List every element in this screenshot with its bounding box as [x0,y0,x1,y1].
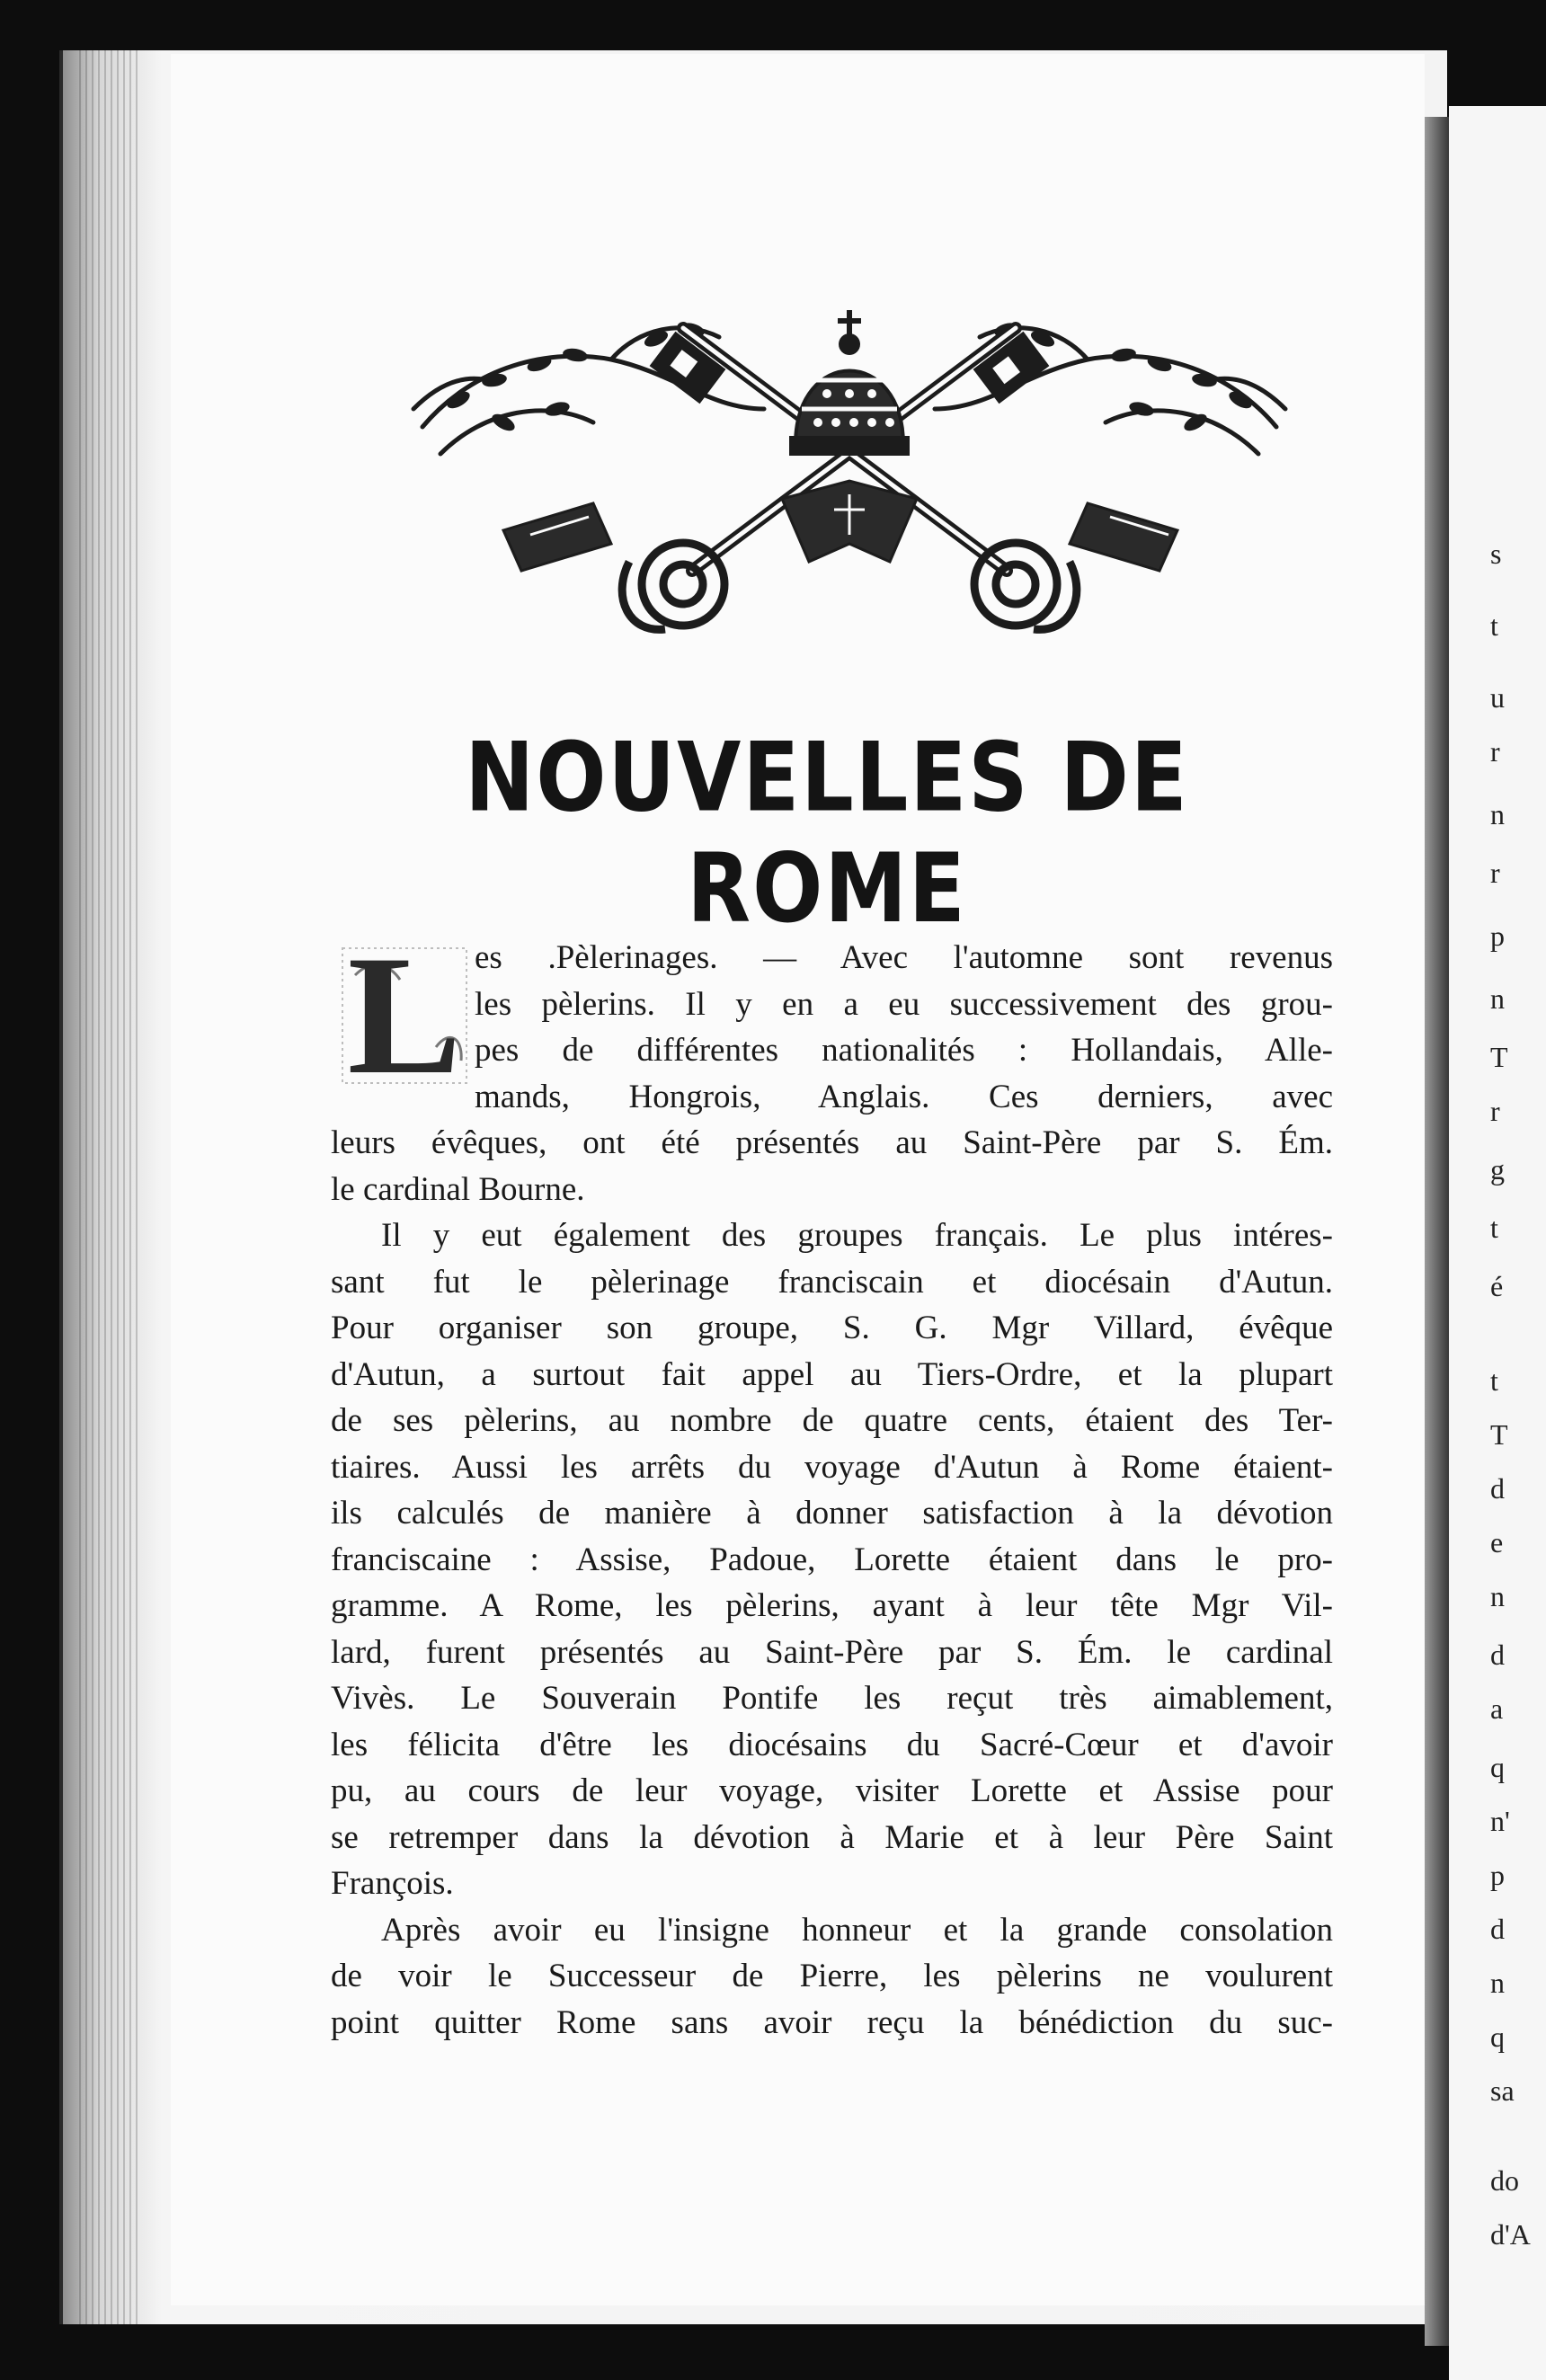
next-page-fragment: p [1490,919,1505,952]
text-line: François. [331,1865,454,1902]
next-page-fragment: a [1490,1692,1504,1725]
text-line: Pour organiser son groupe, S. G. Mgr Villard, évêque [331,1310,1333,1346]
next-page-fragment: n [1490,798,1505,830]
next-page-fragment: n [1490,1967,1505,1999]
text-line: point quitter Rome sans avoir reçu la bénédiction du suc- [331,2003,1333,2041]
text-line: pu, au cours de leur voyage, visiter Lorette et Assise pour [331,1772,1333,1809]
text-line: tiaires. Aussi les arrêts du voyage d'Autun à Rome étaient- [331,1448,1333,1486]
text-line: franciscaine : Assise, Padoue, Lorette étaient dans le pro- [331,1541,1333,1578]
next-page-fragment: d'A [1490,2218,1531,2251]
book-gutter [1425,117,1452,2346]
text-line: les félicita d'être les diocésains du Sacré-Cœur et d'avoir [331,1726,1333,1763]
next-page-fragment: q [1490,2020,1505,2053]
text-line: les pèlerins. Il y en a eu successivement des grou- [475,985,1333,1023]
page-title: NOUVELLES DE ROME [465,722,1189,945]
text-line: leurs évêques, ont été présentés au Saint-Père par S. Ém. [331,1124,1333,1161]
next-page-fragment: s [1490,537,1502,570]
text-line: de voir le Successeur de Pierre, les pèlerins ne voulurent [331,1958,1333,1994]
text-line: de ses pèlerins, au nombre de quatre cents, étaient des Ter- [331,1402,1333,1439]
drop-cap-letter: L [347,921,462,1110]
next-page-fragment: t [1490,1212,1498,1244]
text-line: Il y eut également des groupes français. Le plus intéres- [381,1217,1333,1254]
next-page-fragment: d [1490,1913,1505,1945]
article-body [331,921,1333,2046]
text-line: mands, Hongrois, Anglais. Ces derniers, avec [475,1078,1333,1115]
next-page-fragment: g [1490,1153,1505,1186]
next-page-fragment: d [1490,1472,1505,1505]
next-page-fragment: r [1490,1095,1500,1127]
text-line: le cardinal Bourne. [331,1170,585,1208]
next-page-fragment: r [1490,857,1500,889]
next-page-fragment: d [1490,1638,1505,1671]
next-page-fragment: n' [1490,1805,1510,1837]
text-line: gramme. A Rome, les pèlerins, ayant à leur tête Mgr Vil- [331,1587,1333,1624]
text-line: pes de différentes nationalités : Hollandais, Alle- [475,1032,1333,1069]
next-page-edge [1449,106,1546,2380]
text-line: se retremper dans la dévotion à Marie et à leur Père Saint [331,1818,1333,1856]
text-line: sant fut le pèlerinage franciscain et diocésain d'Autun. [331,1263,1333,1301]
text-line: Après avoir eu l'insigne honneur et la grande consolation [381,1911,1333,1949]
next-page-fragment: do [1490,2164,1519,2197]
next-page-fragment: é [1490,1270,1504,1302]
text-line: d'Autun, a surtout fait appel au Tiers-Ordre, et la plupart [331,1355,1333,1393]
next-page-fragment: T [1490,1041,1508,1073]
next-page-fragment: n [1490,982,1505,1015]
text-line: lard, furent présentés au Saint-Père par S. Ém. le cardinal [331,1633,1333,1671]
next-page-fragment: n [1490,1580,1505,1612]
page-edges [79,50,142,2324]
next-page-fragment: e [1490,1526,1504,1559]
next-page-fragment: sa [1490,2074,1515,2107]
text-line: ils calculés de manière à donner satisfaction à la dévotion [331,1495,1333,1532]
next-page-fragment: t [1490,609,1498,642]
next-page-fragment: u [1490,681,1505,714]
papal-tiara-keys-ornament [386,274,1312,670]
next-page-fragment: t [1490,1364,1498,1397]
text-line: es .Pèlerinages. — Avec l'automne sont revenus [475,939,1333,976]
next-page-fragment: r [1490,735,1500,768]
next-page-fragment: p [1490,1859,1505,1891]
text-line: Vivès. Le Souverain Pontife les reçut très aimablement, [331,1680,1333,1717]
next-page-fragment: q [1490,1751,1505,1783]
next-page-fragment: T [1490,1418,1508,1451]
